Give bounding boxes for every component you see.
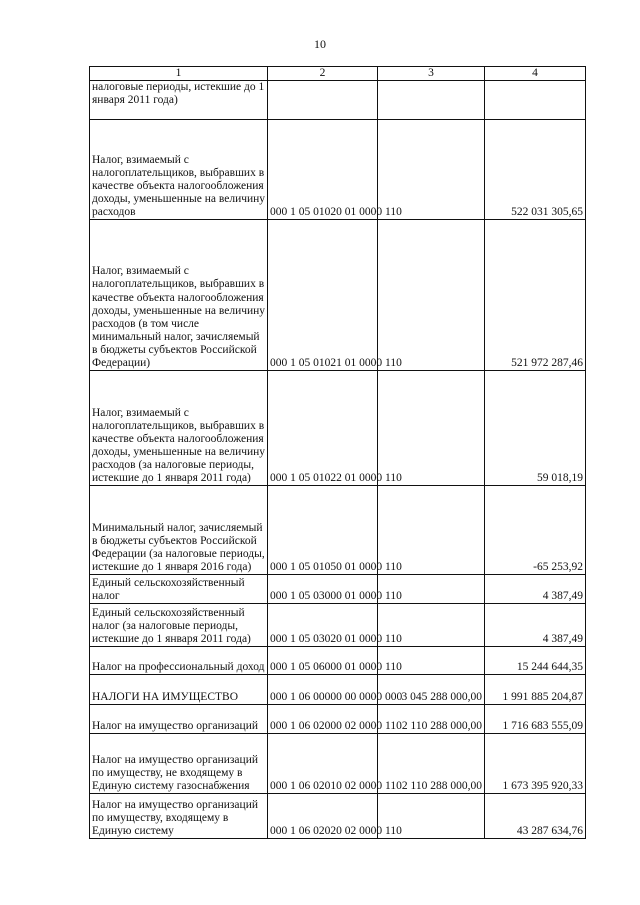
table-row bbox=[90, 575, 586, 604]
table-row bbox=[90, 120, 586, 220]
table-row bbox=[90, 486, 586, 575]
table-row bbox=[90, 734, 586, 794]
table-row bbox=[90, 705, 586, 734]
table-row bbox=[90, 794, 586, 839]
row-fact: 1 991 885 204,87 bbox=[485, 675, 586, 705]
header-col-2: 2 bbox=[268, 67, 378, 81]
row-name: налоговые периоды, истекшие до 1 января 2011 года) bbox=[90, 81, 268, 120]
row-name: Единый сельскохозяйственный налог bbox=[90, 575, 268, 604]
table-row bbox=[90, 675, 586, 705]
row-code: 000 1 06 02000 02 0000 110 bbox=[268, 705, 378, 734]
table-row bbox=[90, 604, 586, 647]
budget-table bbox=[89, 66, 586, 839]
row-fact: 1 673 395 920,33 bbox=[485, 734, 586, 794]
row-name: Минимальный налог, зачисляемый в бюджеты субъектов Российской Федерации (за налоговые периоды, истекшие до 1 января 2016 года) bbox=[90, 486, 268, 575]
row-name: Налог на профессиональный доход bbox=[90, 647, 268, 675]
row-plan: 2 110 288 000,00 bbox=[378, 734, 485, 794]
row-code: 000 1 05 03000 01 0000 110 bbox=[268, 575, 378, 604]
row-fact: 43 287 634,76 bbox=[485, 794, 586, 839]
row-name: Налог на имущество организаций по имуществу, входящему в Единую систему bbox=[90, 794, 268, 839]
row-code: 000 1 05 01022 01 0000 110 bbox=[268, 371, 378, 486]
row-plan: 2 110 288 000,00 bbox=[378, 705, 485, 734]
row-fact: 521 972 287,46 bbox=[485, 220, 586, 371]
row-plan bbox=[378, 220, 485, 371]
header-col-1: 1 bbox=[90, 67, 268, 81]
row-code bbox=[268, 81, 378, 120]
row-code: 000 1 05 03020 01 0000 110 bbox=[268, 604, 378, 647]
row-fact: -65 253,92 bbox=[485, 486, 586, 575]
row-fact: 4 387,49 bbox=[485, 575, 586, 604]
page-number: 10 bbox=[314, 37, 326, 51]
row-code: 000 1 05 01050 01 0000 110 bbox=[268, 486, 378, 575]
row-plan bbox=[378, 120, 485, 220]
header-row bbox=[90, 67, 586, 81]
row-name: Налог, взимаемый с налогоплательщиков, выбравших в качестве объекта налогообложения доходы, уменьшенные на величину расходов (в том числе минимальный налог, зачисляемый в бюджеты субъектов Российской Федерации) bbox=[90, 220, 268, 371]
row-fact: 1 716 683 555,09 bbox=[485, 705, 586, 734]
row-code: 000 1 06 02020 02 0000 110 bbox=[268, 794, 378, 839]
row-fact: 522 031 305,65 bbox=[485, 120, 586, 220]
row-fact: 4 387,49 bbox=[485, 604, 586, 647]
row-code: 000 1 05 01021 01 0000 110 bbox=[268, 220, 378, 371]
row-code: 000 1 06 02010 02 0000 110 bbox=[268, 734, 378, 794]
row-fact bbox=[485, 81, 586, 120]
row-fact: 59 018,19 bbox=[485, 371, 586, 486]
row-plan bbox=[378, 371, 485, 486]
row-name: НАЛОГИ НА ИМУЩЕСТВО bbox=[90, 675, 268, 705]
table-row bbox=[90, 371, 586, 486]
table-row bbox=[90, 647, 586, 675]
row-code: 000 1 05 06000 01 0000 110 bbox=[268, 647, 378, 675]
row-name: Налог на имущество организаций bbox=[90, 705, 268, 734]
row-name: Налог, взимаемый с налогоплательщиков, выбравших в качестве объекта налогообложения доходы, уменьшенные на величину расходов (за налоговые периоды, истекшие до 1 января 2011 года) bbox=[90, 371, 268, 486]
row-name: Налог, взимаемый с налогоплательщиков, выбравших в качестве объекта налогообложения доходы, уменьшенные на величину расходов bbox=[90, 120, 268, 220]
header-col-3: 3 bbox=[378, 67, 485, 81]
row-code: 000 1 05 01020 01 0000 110 bbox=[268, 120, 378, 220]
row-fact: 15 244 644,35 bbox=[485, 647, 586, 675]
row-name: Единый сельскохозяйственный налог (за налоговые периоды, истекшие до 1 января 2011 года) bbox=[90, 604, 268, 647]
row-code: 000 1 06 00000 00 0000 000 bbox=[268, 675, 378, 705]
header-col-4: 4 bbox=[485, 67, 586, 81]
row-name: Налог на имущество организаций по имуществу, не входящему в Единую систему газоснабжения bbox=[90, 734, 268, 794]
row-plan: 3 045 288 000,00 bbox=[378, 675, 485, 705]
table-row bbox=[90, 220, 586, 371]
table-row bbox=[90, 81, 586, 120]
row-plan bbox=[378, 81, 485, 120]
